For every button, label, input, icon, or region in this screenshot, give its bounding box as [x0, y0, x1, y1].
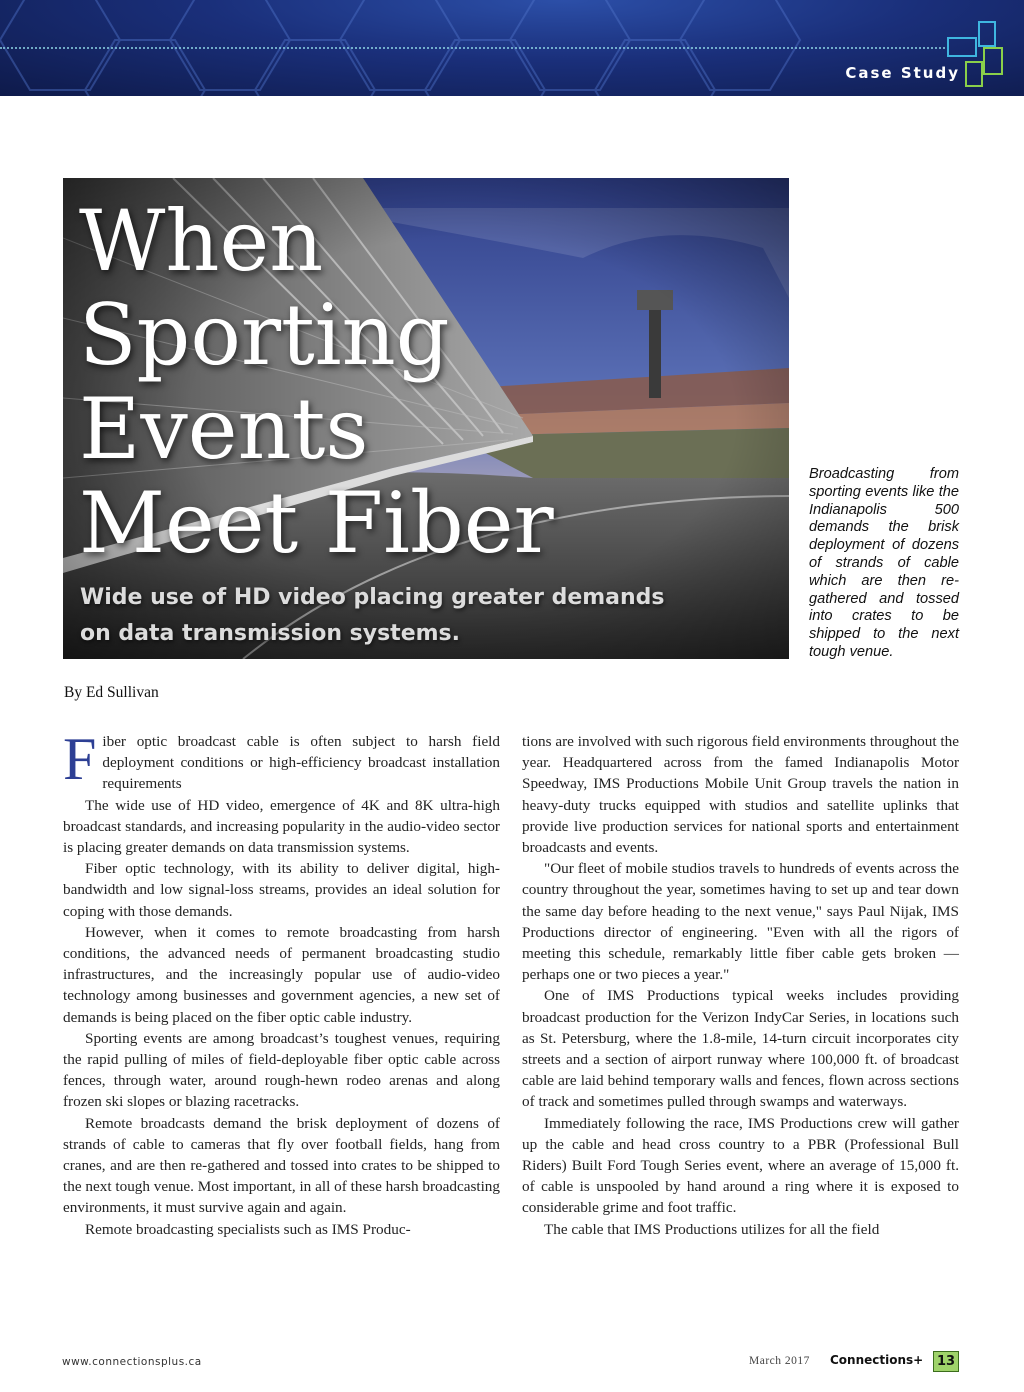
image-caption: Broadcasting from sporting events like the Indianapolis 500 demands the brisk deployment of dozens of strands of cable which are then re-gathered and tossed into crates to be shipped to the next tough venue. — [809, 466, 959, 660]
section-label: Case Study — [845, 64, 960, 82]
body-paragraph-continued: tions are involved with such rigorous field environments throughout the year. Headquartered across from the famed Indianapolis Motor Speedway, IMS Productions Mobile Unit Group travels the nation in heavy-duty trucks equipped with studios and satellite uplinks that provide live production services for national sports and entertainment broadcasts and events. — [522, 733, 959, 857]
article-subtitle: Wide use of HD video placing greater demands on data transmission systems. — [80, 585, 665, 646]
title-line: Sporting — [79, 286, 450, 384]
body-paragraph: The wide use of HD video, emergence of 4K and 8K ultra-high broadcast standards, and increasing popularity in the audio-video sector is placing greater demands on data transmission systems. — [63, 796, 500, 857]
byline: By Ed Sullivan — [64, 684, 159, 701]
title-line: Meet Fiber — [79, 474, 554, 572]
footer-magazine-name: Connections+ — [830, 1353, 924, 1367]
article-column-right — [522, 731, 959, 1240]
lead-text: iber optic broadcast cable is often subject to harsh field deployment conditions or high-efficiency broadcast installation requirements — [102, 733, 500, 793]
title-line: When — [79, 192, 324, 290]
body-paragraph: One of IMS Productions typical weeks includes providing broadcast production for the Verizon IndyCar Series, in locations such as St. Petersburg, where the 1.8-mile, 14-turn circuit incorporates city streets and a section of airport runway where 100,000 ft. of broadcast cable are laid behind temporary walls and fences, flown across sections of track and sometimes pulled through swamps and waterways. — [522, 987, 959, 1111]
body-paragraph: Immediately following the race, IMS Productions crew will gather up the cable and head cross country to a PBR (Professional Bull Riders) Built Ford Tough Series event, where an average of 15,000 ft. of cable is unspooled by hand around a ring where it is exposed to considerable grime and foot traffic. — [522, 1114, 959, 1217]
dotted-rule — [0, 47, 945, 49]
squares-logo-icon — [944, 18, 1008, 90]
body-paragraph: Remote broadcasts demand the brisk deployment of dozens of strands of cable to cameras that fly over football fields, hang from cranes, and are then re-gathered and tossed into crates to be shipped to the next tough venue. Most important, in all of these harsh broadcasting environments, it must survive again and again. — [63, 1114, 500, 1217]
footer-url: www.connectionsplus.ca — [62, 1356, 202, 1368]
lead-paragraph — [63, 726, 500, 795]
drop-cap: F — [63, 726, 97, 792]
body-paragraph: "Our fleet of mobile studios travels to hundreds of events across the country throughout the year, sometimes having to set up and tear down the same day before heading to the next venue," says Paul Nijak, IMS Productions director of engineering. "Even with all the rigors of meeting this schedule, remarkably little fiber cable gets broken — perhaps one or two pieces a year." — [522, 860, 959, 984]
body-paragraph: However, when it comes to remote broadcasting from harsh conditions, the advanced needs of permanent broadcasting studio infrastructures, and the increasingly popular use of audio-video technology among businesses and government agencies, a new set of demands is being placed on the fiber optic cable industry. — [63, 923, 500, 1026]
article-title — [79, 194, 554, 570]
article-column-left — [63, 726, 500, 1240]
hero-image — [63, 178, 789, 659]
body-paragraph: Fiber optic technology, with its ability to deliver digital, high-bandwidth and low signal-loss streams, provides an ideal solution for coping with those demands. — [63, 860, 500, 920]
body-paragraph: Remote broadcasting specialists such as IMS Produc- — [85, 1220, 411, 1238]
body-paragraph: The cable that IMS Productions utilizes for all the field — [544, 1220, 880, 1238]
footer-date: March 2017 — [749, 1355, 810, 1367]
page-number-badge: 13 — [933, 1351, 959, 1372]
header-banner — [0, 0, 1024, 96]
body-paragraph: Sporting events are among broadcast’s toughest venues, requiring the rapid pulling of miles of field-deployable fiber optic cable across fences, through water, around rough-hewn rodeo arenas and along frozen ski slopes or blazing racetracks. — [63, 1029, 500, 1111]
title-line: Events — [79, 380, 369, 478]
